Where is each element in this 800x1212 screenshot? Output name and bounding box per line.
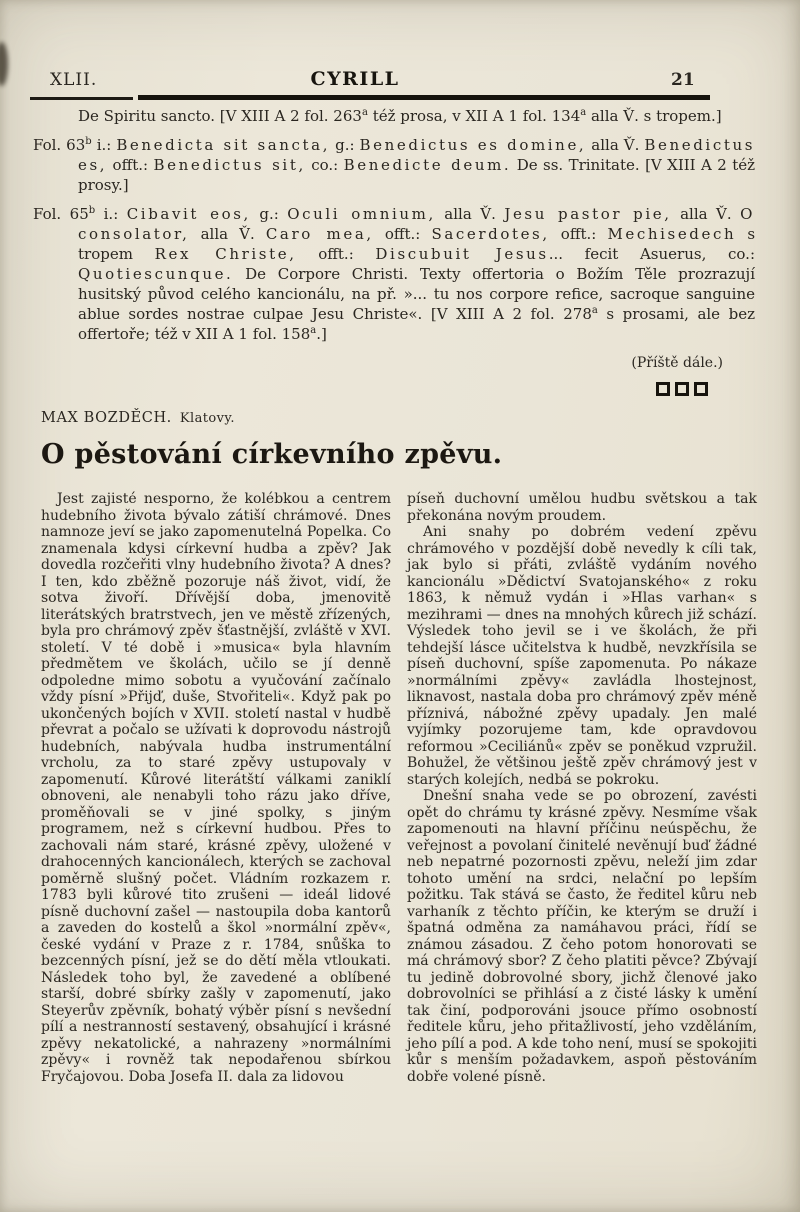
square-icon — [694, 382, 708, 396]
article-paragraph: Jest zajisté nesporno, že kolébkou a centrem hudebního života bývalo zátiší chrámové. Dnes namnoze jeví se jako zapomenutelná Popelka. Co znamenala kdysi církevní hudba a zpěv? Jak dovedla rozčeřiti vlny hudebního života? A dnes? I ten, kdo zběžně pozoruje náš život, vidí, že sotva živoří. Dřívější doba, jmenovitě literátských bratrstvech, jen ve městě zřízených, byla pro chrámový zpěv šťastnější, zvláště v XVI. století. V té době i »musica« byla hlavním předmětem ve školách, učilo se jí denně odpoledne mimo sobotu a vyučování začínalo vždy písní »Přijď, duše, Stvořiteli«. Když pak po ukončených bojích v XVII. století nastal v hudbě převrat a počalo se užívati k doprovodu nástrojů hudebních, nabývala hudba instrumentální vrcholu, za to staré zpěvy ustupovaly v zapomenutí. Kůrové literátští válkami zaniklí obnoveni, ale nenabyli toho rázu jako dříve, proměňovali se v jiné spolky, s jiným programem, než s církevní hudbou. Přes to zachovali nám staré, krásné zpěvy, uložené v drahocenných kancionálech, kterých se zachoval poměrně slušný počet. Vládním rozkazem r. 1783 byli kůrové tito zrušeni — ideál lidové písně duchovní zašel — nastoupila doba kantorů a zaveden do kostelů a škol »normální zpěv«, české vydání v Praze z r. 1784, snůška to bezcenných písní, jež se do dětí měla vtloukati. Následek toho byl, že zavedené a oblíbené starší, dobré sbírky zašly v zapomenutí, jako Steyerův zpěvník, bohatý výběr písní s nevšední pílí a nestranností sestavený, obsahující i krásné zpěvy nekatolické, a nahrazeny »normálními zpěvy« i rovněž tak nepodařenou sbírkou Fryčajovou. Doba Josefa II. dala za lidovou — [41, 491, 391, 1085]
author-line — [41, 410, 757, 426]
article-paragraph: Dnešní snaha vede se po obrození, zavésti opět do chrámu ty krásné zpěvy. Nesmíme však zapomenouti na hlavní příčinu neúspěchu, že veřejnost a povolaní činitelé nevěnují buď žádné neb nepatrné pozornosti zpěvu, neleží jim zdar tohoto umění na srdci, nelační po lepším požitku. Tak stává se často, že ředitel kůru neb varhaník z těchto příčin, ke kterým se druží i špatná odměna za namáhavou práci, řídí se známou zásadou. Z čeho potom honorovati se má chrámový sbor? Z čeho platiti pěvce? Zbývají tu jedině dobrovolné sbory, jichž členové jako dobrovolníci se přihlásí a z čisté lásky k umění tak činí, podporováni jsouce přímo osobností ředitele kůru, jeho přitažlivostí, jeho vzděláním, jeho pílí a pod. A kde toho není, musí se spokojiti kůr s menším požadavkem, aspoň pěstováním dobře volené písně. — [407, 788, 757, 1085]
front-matter — [33, 106, 755, 397]
article-paragraph: Ani snahy po dobrém vedení zpěvu chrámového v pozdější době nevedly k cíli tak, jak bylo si přáti, zvláště vydáním nového kancionálu »Dědictví Svatojanského« z roku 1863, k němuž vydán i »Hlas varhan« s mezihrami — dnes na mnohých kůrech již schází. Výsledek toho jevil se i ve školách, že při tehdejší lásce učitelstva k hudbě, nevzkřísila se píseň duchovní, spíše zapomenuta. Po nákaze »normálními zpěvy« zavládla lhostejnost, liknavost, nastala doba pro chrámový zpěv méně příznivá, nábožné zpěvy upadaly. Jen malé vyjímky pozorujeme tam, kde opravdovou reformou »Ceciliánů« zpěv se poněkud vzpružil. Bohužel, že většinou ještě zpěv chrámový jest v starých kolejích, nedbá se pokroku. — [407, 524, 757, 788]
continuation-note: (Příště dále.) — [631, 355, 723, 371]
column-left — [41, 491, 391, 1085]
author-name: MAX BOZDĚCH. — [41, 410, 172, 426]
end-marker — [33, 381, 755, 397]
liturgical-entry: De Spiritu sancto. [V XIII A 2 fol. 263$^a$ též prosa, v XII A 1 fol. 134$^a$ alla V̌. s tropem.] — [78, 107, 722, 125]
square-icon — [656, 382, 670, 396]
liturgical-entry: Fol. 65$^b$ i.: Cibavit eos, g.: Oculi omnium, alla V̌. Jesu pastor pie, alla V̌. O consolator, alla V̌. Caro mea, offt.: Sacerdotes, offt.: Mechisedech s tropem Rex Christe, offt.: Discubuit Jesus... fecit Asuerus, co.: Quotiescunque. De Corpore Christi. Texty offertoria o Božím Těle prozrazují husitský původ celého kancionálu, na př. »... tu nos corpore refice, sacroque sanguine ablue sordes nostrae culpae Jesu Christe«. [V XIII A 2 fol. 278$^a$ s prosami, ale bez offertoře; též v XII A 1 fol. 158$^a$.] — [33, 205, 756, 343]
two-column-text — [41, 491, 757, 1085]
article-title: O pěstování církevního zpěvu. — [41, 439, 503, 470]
header-rule-main — [138, 95, 710, 100]
journal-title: CYRILL — [310, 68, 400, 90]
header-rule-left — [30, 97, 133, 100]
article-paragraph: píseň duchovní umělou hudbu světskou a tak překonána novým proudem. — [407, 491, 757, 524]
column-right — [407, 491, 757, 1085]
liturgical-entry: Fol. 63$^b$ i.: Benedicta sit sancta, g.: Benedictus es domine, alla V̌. Benedictus es, offt.: Benedictus sit, co.: Benedicte deum. De ss. Trinitate. [V XIII A 2 též prosy.] — [33, 136, 756, 194]
page-number: 21 — [671, 70, 695, 90]
square-icon — [675, 382, 689, 396]
article — [41, 410, 757, 1085]
author-place: Klatovy. — [179, 411, 235, 426]
header-volume: XLII. — [50, 70, 98, 90]
